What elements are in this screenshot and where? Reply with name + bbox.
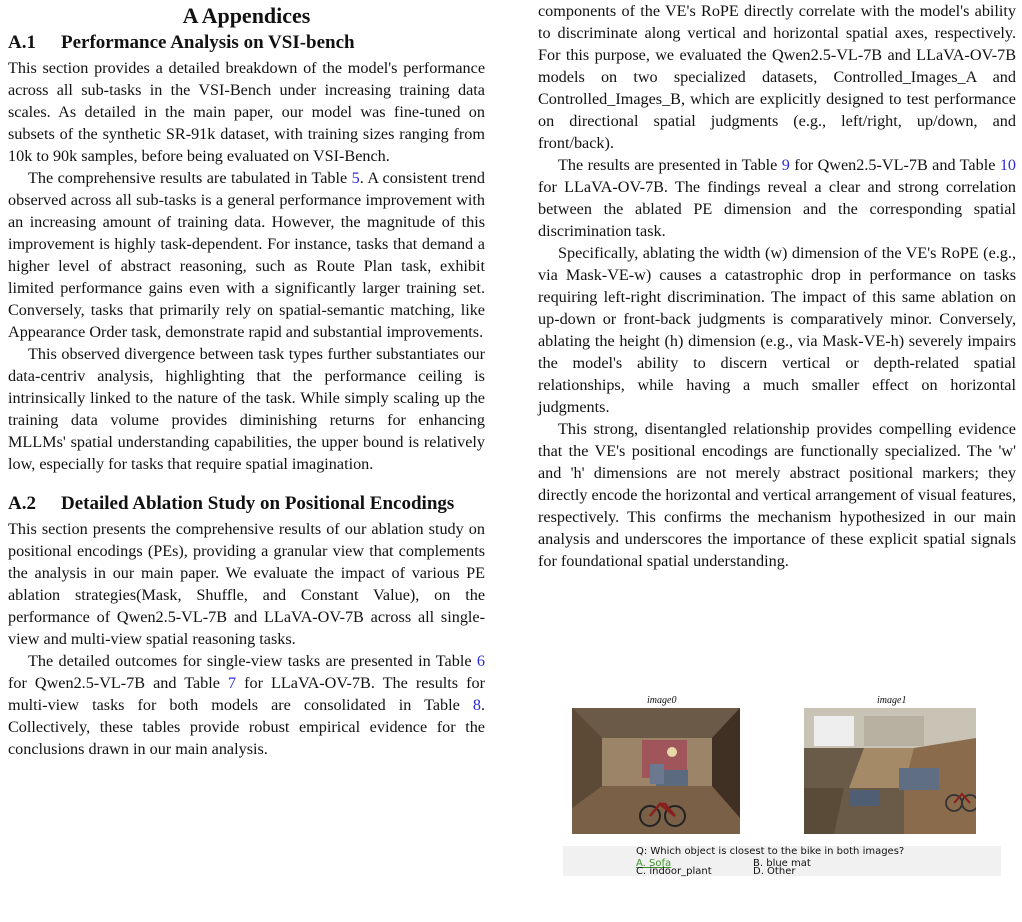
appendix-title: A Appendices <box>182 3 311 28</box>
paragraph: The results are presented in Table 9 for Qwen2.5-VL-7B and Table 10 for LLaVA-OV-7B. The findings reveal a clear and strong correlation between the ablated PE dimension and the corresponding spatial discrimination task. <box>538 156 1016 240</box>
room-scene-image <box>804 708 976 834</box>
table-ref-link[interactable]: 9 <box>781 156 790 174</box>
paragraph: This strong, disentangled relationship provides compelling evidence that the VE's positional encodings are functionally specialized. The 'w' and 'h' dimensions are not merely abstract positional markers; they directly encode the horizontal and vertical arrangement of visual features, respectively. This confirms the mechanism hypothesized in our main analysis and underscores the importance of these explicit spatial signals for foundational spatial understanding. <box>538 420 1016 570</box>
paragraph: This section provides a detailed breakdown of the model's performance across all sub-tasks in the VSI-Bench under increasing training data scales. As detailed in the main paper, our model was fine-tuned on subsets of the synthetic SR-91k dataset, with training sizes ranging from 10k to 90k samples, before being evaluated on VSI-Bench. <box>8 59 485 165</box>
table-ref-link[interactable]: 6 <box>476 652 485 670</box>
table-ref-link[interactable]: 8 <box>472 696 481 714</box>
left-column <box>8 0 485 760</box>
table-ref-link[interactable]: 10 <box>999 156 1016 174</box>
section-title: Performance Analysis on VSI-bench <box>61 32 355 53</box>
table-ref-link[interactable]: 5 <box>351 169 360 187</box>
example-figure <box>563 690 1001 876</box>
section-heading-a1 <box>8 32 485 54</box>
image0-render <box>572 708 740 834</box>
room-scene-image <box>572 708 740 834</box>
section-heading-a2 <box>8 493 485 515</box>
section-number: A.1 <box>8 32 36 53</box>
paragraph: This observed divergence between task types further substantiates our data-centriv analysis, highlighting that the performance ceiling is intrinsically linked to the nature of the task. While simply scaling up the training data volume provides diminishing returns for enhancing MLLMs' spatial understanding capabilities, the upper bound is relatively low, especially for tasks that require spatial imagination. <box>8 345 485 473</box>
right-column <box>538 0 1016 572</box>
answer-option-b: B. blue mat <box>753 858 811 869</box>
paragraph: The comprehensive results are tabulated in Table 5. A consistent trend observed across all sub-tasks is a general performance improvement with an increasing amount of training data. However, the magnitude of this improvement is highly task-dependent. For instance, tasks that demand a higher level of abstract reasoning, such as Route Plan task, exhibit limited performance gains even with a significantly larger training set. Conversely, tasks that primarily rely on spatial-semantic matching, like Appearance Order task, demonstrate rapid and substantial improvements. <box>8 169 485 341</box>
table-ref-link[interactable]: 7 <box>227 674 237 692</box>
question-text: Q: Which object is closest to the bike in both images? <box>636 846 905 857</box>
image0-label: image0 <box>647 695 677 706</box>
answer-option-c: C. indoor_plant <box>636 866 712 877</box>
answer-option-d: D. Other <box>753 866 796 877</box>
paragraph: This section presents the comprehensive results of our ablation study on positional encodings (PEs), providing a granular view that complements the analysis in our main paper. We evaluate the impact of various PE ablation strategies(Mask, Shuffle, and Constant Value), on the performance of Qwen2.5-VL-7B and LLaVA-OV-7B across all single-view and multi-view spatial reasoning tasks. <box>8 520 485 648</box>
answer-option-a: A. Sofa <box>636 858 672 869</box>
question-box <box>563 846 1001 876</box>
paragraph: Specifically, ablating the width (w) dimension of the VE's RoPE (e.g., via Mask-VE-w) causes a catastrophic drop in performance on tasks requiring left-right discrimination. The impact of this same ablation on up-down or front-back judgments is comparatively minor. Conversely, ablating the height (h) dimension (e.g., via Mask-VE-h) severely impairs the model's ability to discern vertical or depth-related spatial relationships, while having a much smaller effect on horizontal judgments. <box>538 244 1016 416</box>
section-title: Detailed Ablation Study on Positional Encodings <box>61 493 455 514</box>
image1-label: image1 <box>877 695 907 706</box>
section-number: A.2 <box>8 493 36 514</box>
paragraph: components of the VE's RoPE directly correlate with the model's ability to discriminate along vertical and horizontal spatial axes, respectively. For this purpose, we evaluated the Qwen2.5-VL-7B and LLaVA-OV-7B models on two specialized datasets, Controlled_Images_A and Controlled_Images_B, which are explicitly designed to test performance on directional spatial judgments (e.g., left/right, up/down, and front/back). <box>538 2 1016 152</box>
image1-render <box>804 708 976 834</box>
paragraph: The detailed outcomes for single-view tasks are presented in Table 6 for Qwen2.5-VL-7B and Table 7 for LLaVA-OV-7B. The results for multi-view tasks for both models are consolidated in Table 8. Collectively, these tables provide robust empirical evidence for the conclusions drawn in our main analysis. <box>8 652 485 758</box>
